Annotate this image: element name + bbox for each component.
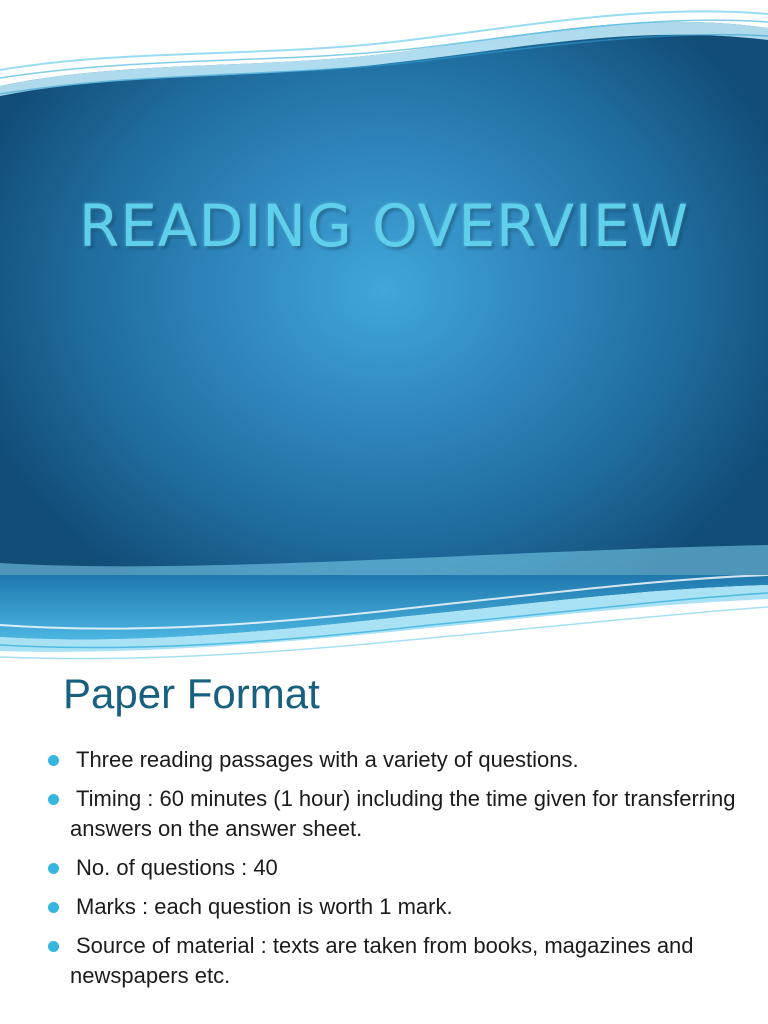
bullet-icon [48, 902, 59, 913]
bullet-text: Marks : each question is worth 1 mark. [76, 894, 453, 919]
bullet-text: Three reading passages with a variety of questions. [76, 747, 579, 772]
bullet-text: No. of questions : 40 [76, 855, 278, 880]
bullet-text: Source of material : texts are taken from books, magazines and newspapers etc. [70, 933, 694, 988]
bullet-item [48, 931, 738, 991]
slide-heading: Paper Format [63, 670, 320, 717]
top-wave-decoration [0, 0, 768, 100]
bullet-icon [48, 863, 59, 874]
bullet-item [48, 853, 738, 883]
bullet-icon [48, 941, 59, 952]
content-top-wave-decoration [0, 575, 768, 665]
bullet-text: Timing : 60 minutes (1 hour) including the time given for transferring answers on the answer sheet. [70, 786, 736, 841]
bullet-icon [48, 794, 59, 805]
slide-title: READING OVERVIEW [78, 192, 690, 260]
bottom-wave-decoration [0, 545, 768, 575]
bullet-icon [48, 755, 59, 766]
bullet-item [48, 745, 738, 775]
content-slide [0, 575, 768, 1024]
bullet-item [48, 892, 738, 922]
bullet-list [48, 745, 738, 1000]
bullet-item [48, 784, 738, 844]
